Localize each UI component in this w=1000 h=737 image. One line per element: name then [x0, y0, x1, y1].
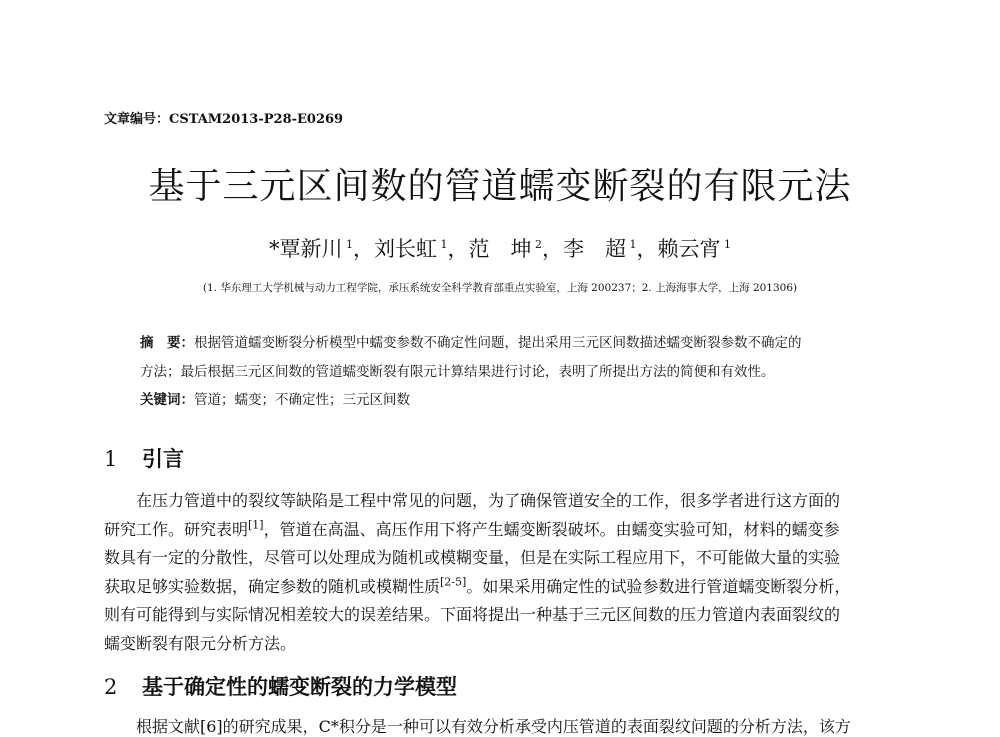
author-name: 李 超 — [563, 237, 626, 261]
abstract-text-1: 根据管道蠕变断裂分析模型中蠕变参数不确定性问题，提出采用三元区间数描述蠕变断裂参数不确定的 — [194, 335, 802, 351]
article-id: 文章编号：CSTAM2013-P28-E0269 — [104, 112, 344, 127]
author-name: 刘长虹 — [374, 237, 437, 261]
author — [658, 237, 732, 261]
author-affiliation-mark: 1 — [720, 238, 731, 251]
body-line-text: 在压力管道中的裂纹等缺陷是工程中常见的问题，为了确保管道安全的工作，很多学者进行这方面的 — [104, 491, 841, 510]
abstract-line-1 — [140, 331, 802, 351]
body-line — [104, 545, 922, 568]
author-separator: ， — [542, 237, 563, 261]
author-affiliation-mark: 2 — [531, 238, 542, 251]
section-2-heading — [104, 671, 457, 701]
paper-title: 基于三元区间数的管道蠕变断裂的有限元法 — [148, 166, 852, 207]
affiliation: (1. 华东理工大学机械与动力工程学院，承压系统安全科学教育部重点实验室，上海 200237；2. 上海海事大学，上海 201306) — [202, 282, 798, 294]
citation: [1] — [248, 518, 264, 532]
body-line-text: 数具有一定的分散性，尽管可以处理成为随机或模糊变量，但是在实际工程应用下，不可能做大量的实验 — [104, 548, 841, 567]
author-separator: ， — [353, 237, 374, 261]
author — [269, 237, 353, 261]
author — [563, 237, 637, 261]
section-1-title: 引言 — [142, 447, 184, 471]
section-2-partial-line: 根据文献[6]的研究成果，C*积分是一种可以有效分析承受内压管道的表面裂纹问题的分析方法，该方 — [104, 717, 851, 736]
body-line — [104, 574, 922, 597]
author — [374, 237, 448, 261]
body-line-text: 蠕变断裂有限元分析方法。 — [104, 633, 297, 653]
section-2-number: 2 — [104, 675, 118, 699]
author-list — [0, 233, 1000, 263]
abstract-line-2 — [140, 360, 775, 380]
body-line-text-tail: ，管道在高温、高压作用下将产生蠕变断裂破坏。由蠕变实验可知，材料的蠕变参 — [263, 519, 840, 539]
keywords-line — [140, 388, 410, 408]
body-line — [104, 602, 922, 625]
abstract-label: 摘 要： — [140, 335, 194, 351]
body-line — [104, 631, 922, 654]
body-line-text: 研究工作。研究表明 — [104, 519, 249, 539]
keywords-text: 管道；蠕变；不确定性；三元区间数 — [194, 392, 410, 408]
author-separator: ， — [636, 237, 658, 261]
body-line — [104, 488, 922, 511]
author-name: 范 坤 — [468, 237, 532, 261]
section-1-heading — [104, 443, 184, 473]
keywords-label: 关键词： — [140, 392, 194, 408]
body-line-text: 获取足够实验数据，确定参数的随机或模糊性质 — [104, 576, 441, 596]
author — [469, 237, 543, 261]
author-name: 赖云宵 — [657, 237, 721, 261]
author-name: *覃新川 — [269, 237, 343, 261]
author-separator: ， — [447, 237, 469, 261]
body-line-text: 则有可能得到与实际情况相差较大的误差结果。下面将提出一种基于三元区间数的压力管道内表面裂纹的 — [104, 605, 841, 624]
body-line-text-tail: 。如果采用确定性的试验参数进行管道蠕变断裂分析， — [466, 576, 851, 596]
author-affiliation-mark: 1 — [626, 238, 637, 251]
section-1-number: 1 — [104, 447, 118, 471]
citation: [2-5] — [440, 575, 467, 589]
body-line — [104, 517, 922, 540]
author-affiliation-mark: 1 — [342, 238, 353, 251]
section-2-title: 基于确定性的蠕变断裂的力学模型 — [142, 675, 457, 699]
author-affiliation-mark: 1 — [437, 238, 448, 251]
abstract-text-2: 方法；最后根据三元区间数的管道蠕变断裂有限元计算结果进行讨论，表明了所提出方法的简便和有效性。 — [140, 364, 775, 380]
